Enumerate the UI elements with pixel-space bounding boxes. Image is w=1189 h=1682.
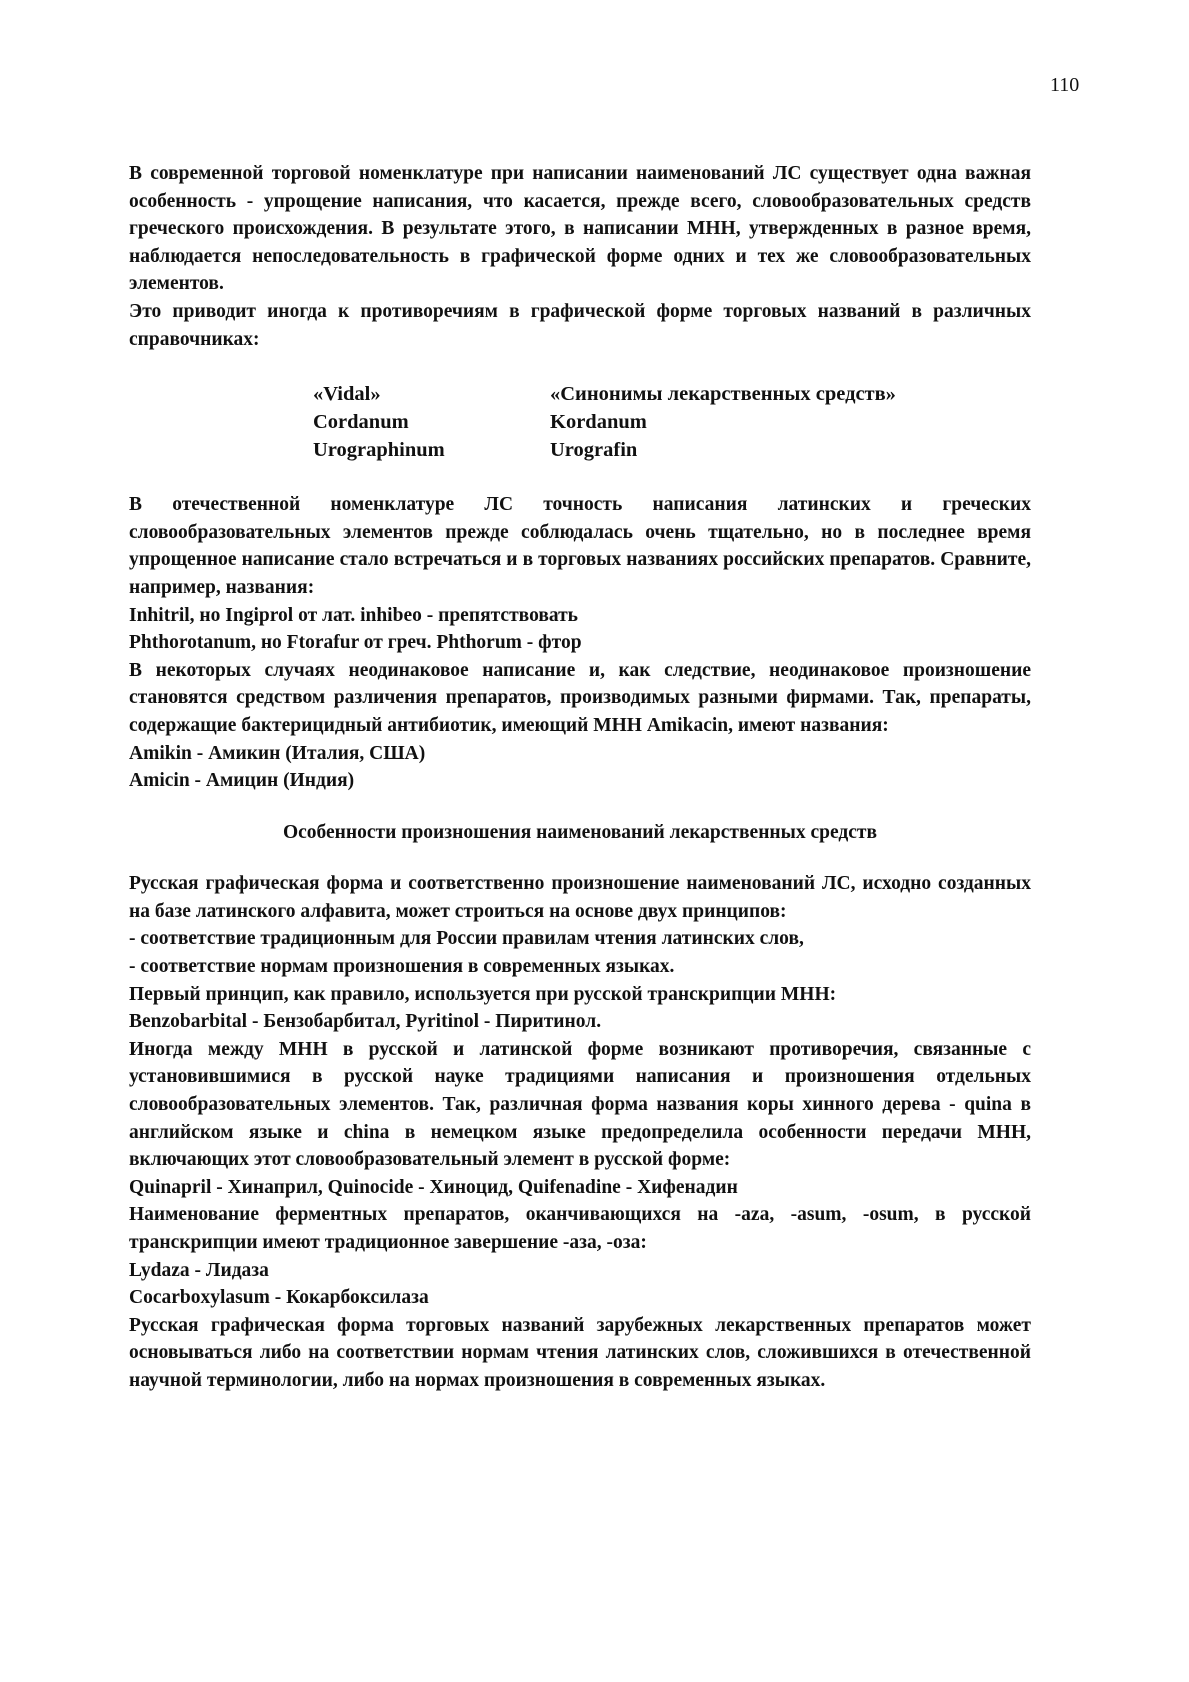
page-number: 110 [1050, 74, 1080, 96]
example-amikin: Amikin - Амикин (Италия, США) [129, 742, 426, 764]
example-inhitril: Inhitril, но Ingiprol от лат. inhibeo - препятствовать [129, 604, 578, 626]
example-quinapril: Quinapril - Хинаприл, Quinocide - Хиноцид, Quifenadine - Хифенадин [129, 1176, 738, 1198]
paragraph-quina: Иногда между МНН в русской и латинской форме возникают противоречия, связанные с установившимися в русской науке традициями написания и произношения отдельных словообразовательных элементов. Так, различная форма названия коры хинного дерева - quina в английском языке и china в немецком языке предопределила особенности передачи МНН, включающих этот словообразовательный элемент в русской форме: [129, 1038, 1031, 1171]
principle-item: - соответствие традиционным для России правилам чтения латинских слов, [129, 928, 804, 950]
paragraph-contradictions: Это приводит иногда к противоречиям в графической форме торговых названий в различных справочниках: [129, 300, 1031, 350]
principle-item: - соответствие нормам произношения в современных языках. [129, 956, 675, 978]
reference-comparison-table [313, 380, 1031, 464]
paragraph-simplification: В современной торговой номенклатуре при написании наименований ЛС существует одна важная особенность - упрощение написания, что касается, прежде всего, словообразовательных средств греческого происхождения. В результате этого, в написании МНН, утвержденных в разное время, наблюдается непоследовательность в графической форме одних и тех же словообразовательных элементов. [129, 163, 1031, 295]
comparison-row [313, 408, 1031, 436]
paragraph-foreign-names: Русская графическая форма торговых названий зарубежных лекарственных препаратов может основываться либо на соответствии нормам чтения латинских слов, сложившихся в отечественной научной терминологии, либо на нормах произношения в современных языках. [129, 1314, 1031, 1391]
example-benzobarbital: Benzobarbital - Бензобарбитал, Pyritinol - Пиритинол. [129, 1011, 602, 1033]
comparison-cell-right: Urografin [550, 439, 638, 462]
paragraph-different-spelling: В некоторых случаях неодинаковое написание и, как следствие, неодинаковое произношение становятся средством различения препаратов, производимых разными фирмами. Так, препараты, содержащие бактерицидный антибиотик, имеющий МНН Amikacin, имеют названия: [129, 659, 1031, 736]
comparison-cell-right: Kordanum [550, 411, 647, 434]
example-cocarboxylasum: Cocarboxylasum - Кокарбоксилаза [129, 1287, 429, 1309]
example-lydaza: Lydaza - Лидаза [129, 1259, 269, 1281]
comparison-cell-left: Urographinum [313, 439, 445, 462]
document-body [129, 160, 1031, 1395]
example-amicin: Amicin - Амицин (Индия) [129, 770, 355, 792]
comparison-row [313, 436, 1031, 464]
paragraph-domestic-nomenclature: В отечественной номенклатуре ЛС точность написания латинских и греческих словообразовательных элементов прежде соблюдалась очень тщательно, но в последнее время упрощенное написание стало встречаться и в торговых названиях российских препаратов. Сравните, например, названия: [129, 494, 1031, 598]
comparison-header-row [313, 380, 1031, 408]
comparison-cell-left: Cordanum [313, 411, 409, 434]
paragraph-enzymes: Наименование ферментных препаратов, оканчивающихся на -aza, -asum, -osum, в русской транскрипции имеют традиционное завершение -аза, -оза: [129, 1204, 1031, 1253]
example-phthorotanum: Phthorotanum, но Ftorafur от греч. Phthorum - фтор [129, 632, 582, 654]
comparison-header-left: «Vidal» [313, 383, 381, 406]
section-heading: Особенности произношения наименований лекарственных средств [282, 821, 878, 843]
paragraph-russian-form: Русская графическая форма и соответственно произношение наименований ЛС, исходно созданных на базе латинского алфавита, может строиться на основе двух принципов: [129, 873, 1031, 922]
comparison-header-right: «Синонимы лекарственных средств» [550, 383, 896, 406]
paragraph-first-principle: Первый принцип, как правило, используется при русской транскрипции МНН: [129, 983, 837, 1005]
